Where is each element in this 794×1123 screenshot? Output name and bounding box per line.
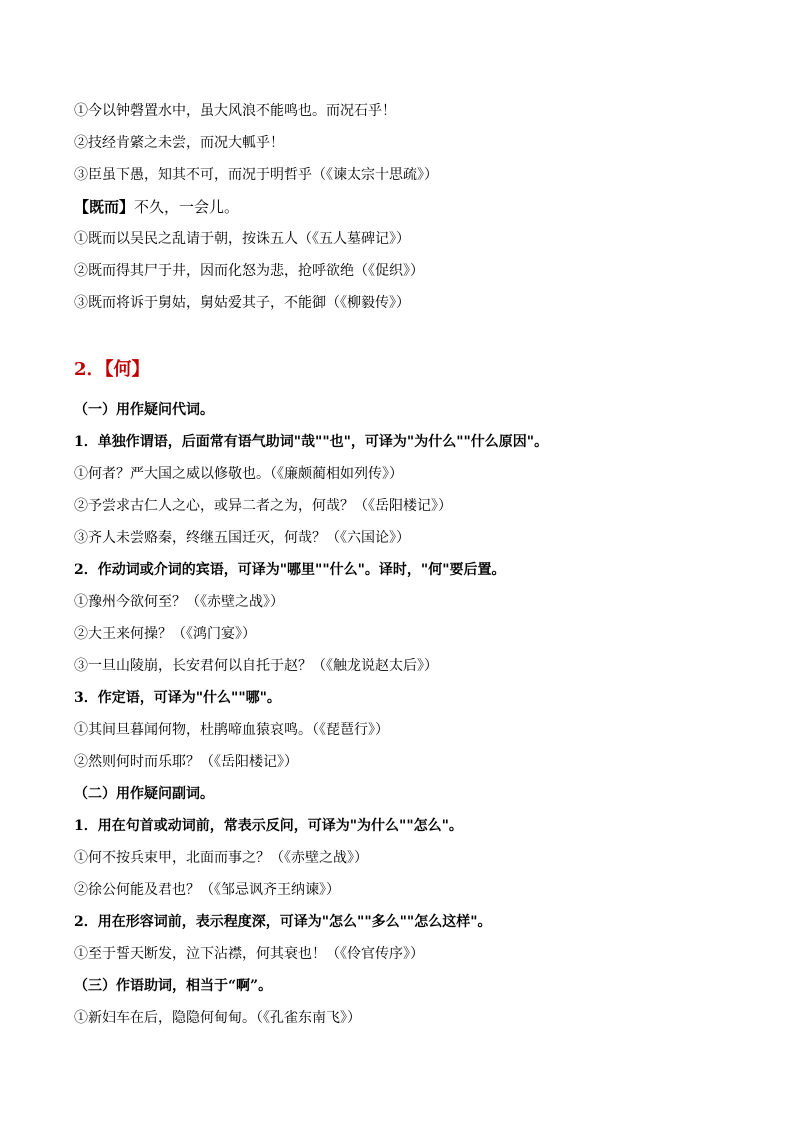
term-meaning: 不久，一会儿。 <box>134 198 240 216</box>
section-heading: 2．【何】 <box>74 359 150 380</box>
example-line: ①何不按兵束甲，北面而事之？（《赤壁之战》） <box>74 850 368 866</box>
example-line: ①至于誓天断发，泣下沾襟，何其衰也！（《伶官传序》） <box>74 946 424 962</box>
example-line: ③既而将诉于舅姑，舅姑爱其子，不能御（《柳毅传》） <box>74 295 410 311</box>
example-line: ①今以钟磬置水中，虽大风浪不能鸣也。而况石乎！ <box>74 103 396 119</box>
sub-heading: （一）用作疑问代词。 <box>74 402 214 418</box>
example-line: ③臣虽下愚，知其不可，而况于明哲乎（《谏太宗十思疏》） <box>74 167 438 183</box>
example-line: ①豫州今欲何至？（《赤壁之战》） <box>74 594 284 610</box>
sub-heading: 3．作定语，可译为"什么""哪"。 <box>74 690 281 706</box>
sub-heading: 1．单独作谓语，后面常有语气助词"哉""也"，可译为"为什么""什么原因"。 <box>74 434 549 450</box>
example-line: ②徐公何能及君也？（《邹忌讽齐王纳谏》） <box>74 882 340 898</box>
example-line: ①既而以吴民之乱请于朝，按诛五人（《五人墓碑记》） <box>74 231 410 247</box>
sub-heading: 1．用在句首或动词前，常表示反问，可译为"为什么""怎么"。 <box>74 818 463 834</box>
term-label: 【既而】 <box>74 198 135 216</box>
example-line: ②大王来何操？（《鸿门宴》） <box>74 626 256 642</box>
example-line: ③齐人未尝赂秦，终继五国迁灭，何哉？（《六国论》） <box>74 530 410 546</box>
example-line: ②既而得其尸于井，因而化怒为悲，抢呼欲绝（《促织》） <box>74 263 424 279</box>
example-line: ③一旦山陵崩，长安君何以自托于赵？（《触龙说赵太后》） <box>74 658 438 674</box>
example-line: ①其间旦暮闻何物，杜鹃啼血猿哀鸣。（《琵琶行》） <box>74 722 389 738</box>
sub-heading: （二）用作疑问副词。 <box>74 786 214 802</box>
sub-heading: 2．用在形容词前，表示程度深，可译为"怎么""多么""怎么这样"。 <box>74 914 492 930</box>
example-line: ①新妇车在后，隐隐何甸甸。（《孔雀东南飞》） <box>74 1010 361 1026</box>
sub-heading: （三）作语助词，相当于“啊”。 <box>74 978 273 994</box>
example-line: ①何者？严大国之威以修敬也。（《廉颇蔺相如列传》） <box>74 466 403 482</box>
sub-heading: 2．作动词或介词的宾语，可译为"哪里""什么"。译时，"何"要后置。 <box>74 562 506 578</box>
example-line: ②予尝求古仁人之心，或异二者之为，何哉？（《岳阳楼记》） <box>74 498 452 514</box>
term-definition <box>74 197 239 218</box>
example-line: ②然则何时而乐耶？（《岳阳楼记》） <box>74 754 298 770</box>
example-line: ②技经肯綮之未尝，而况大軱乎！ <box>74 135 284 151</box>
